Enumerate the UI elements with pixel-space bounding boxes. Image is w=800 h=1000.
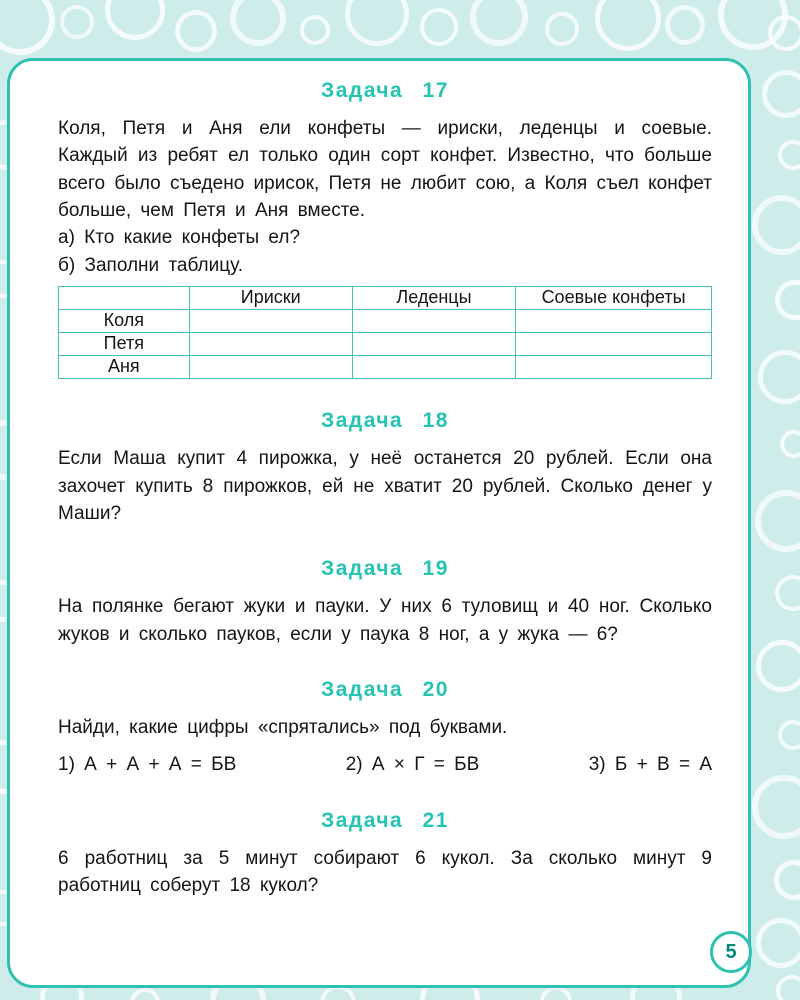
decorative-ring — [175, 10, 217, 52]
decorative-ring — [230, 0, 286, 46]
table-header-iriski: Ириски — [189, 287, 352, 310]
decorative-ring — [420, 8, 458, 46]
table-row-anya — [59, 356, 712, 379]
decorative-ring — [545, 12, 579, 46]
row-label: Аня — [59, 356, 190, 379]
task-21-text: 6 работниц за 5 минут собирают 6 кукол. За сколько минут 9 работниц соберут 18 кукол? — [58, 847, 712, 897]
task-17-subitem-a: а) Кто какие конфеты ел? — [58, 227, 301, 249]
equation-3: 3) Б + В = А — [588, 754, 712, 776]
task-19-text: На полянке бегают жуки и пауки. У них 6 туловищ и 40 ног. Сколько жуков и сколько пауков, если у паука 8 ног, а у жука — 6? — [58, 596, 712, 645]
row-label: Коля — [59, 310, 190, 333]
table-header-soevye: Соевые конфеты — [516, 287, 712, 310]
decorative-ring — [776, 975, 800, 1000]
task-18-title: Задача 18 — [321, 409, 449, 433]
decorative-ring — [780, 430, 800, 458]
decorative-ring — [300, 15, 330, 45]
equations-row — [58, 751, 712, 778]
table-blank-cell — [352, 356, 515, 379]
equation-2: 2) А × Г = БВ — [345, 754, 480, 776]
decorative-ring — [540, 986, 572, 1000]
table-blank-cell — [516, 356, 712, 379]
task-17-text: Коля, Петя и Аня ели конфеты — ириски, леденцы и соевые. Каждый из ребят ел только один сорт конфет. Известно, что больше всего было съедено ирисок, Петя не любит сою, а Коля съел конфет больше, чем Петя и Аня вместе. — [58, 118, 712, 222]
decorative-ring — [756, 640, 800, 692]
decorative-ring — [775, 280, 800, 320]
task-17-section — [58, 79, 712, 379]
task-21-title: Задача 21 — [321, 808, 449, 832]
task-20-section — [58, 678, 712, 779]
decorative-ring — [752, 775, 800, 839]
decorative-ring — [755, 490, 800, 552]
task-17-subitem-b: б) Заполни таблицу. — [58, 254, 243, 276]
task-19-title: Задача 19 — [321, 557, 449, 581]
decorative-ring — [752, 195, 800, 255]
table-blank-cell — [352, 333, 515, 356]
decorative-ring — [470, 0, 528, 46]
table-blank-cell — [352, 310, 515, 333]
decorative-ring — [775, 575, 800, 611]
table-blank-cell — [189, 333, 352, 356]
decorative-ring — [0, 0, 55, 55]
content-panel — [7, 58, 751, 988]
page-number-badge — [710, 931, 752, 973]
table-blank-cell — [516, 310, 712, 333]
task-19-section — [58, 557, 712, 648]
table-blank-cell — [516, 333, 712, 356]
decorative-ring — [756, 918, 800, 968]
table-row-petya — [59, 333, 712, 356]
answer-table — [58, 286, 712, 379]
page-number: 5 — [725, 940, 737, 963]
task-17-title: Задача 17 — [321, 79, 449, 102]
task-20-title: Задача 20 — [321, 677, 449, 701]
table-blank-cell — [189, 356, 352, 379]
decorative-ring — [778, 140, 800, 170]
table-row-kolya — [59, 310, 712, 333]
decorative-ring — [595, 0, 661, 51]
task-18-section — [58, 409, 712, 527]
decorative-ring — [665, 5, 705, 45]
decorative-ring — [762, 70, 800, 118]
equation-1: 1) А + А + А = БВ — [58, 754, 237, 776]
decorative-ring — [778, 720, 800, 750]
task-18-text: Если Маша купит 4 пирожка, у неё останется 20 рублей. Если она захочет купить 8 пирожков, ей не хватит 20 рублей. Сколько денег у Маши? — [58, 448, 712, 524]
decorative-ring — [758, 350, 800, 404]
table-header-empty — [59, 287, 190, 310]
decorative-ring — [60, 5, 94, 39]
decorative-ring — [768, 15, 800, 51]
task-21-section — [58, 809, 712, 900]
row-label: Петя — [59, 333, 190, 356]
decorative-ring — [105, 0, 165, 40]
table-blank-cell — [189, 310, 352, 333]
task-20-text: Найди, какие цифры «спрятались» под буквами. — [58, 716, 508, 738]
table-header-row — [59, 287, 712, 310]
decorative-ring — [130, 988, 160, 1000]
decorative-ring — [345, 0, 409, 46]
decorative-ring — [774, 860, 800, 900]
table-header-ledentsy: Леденцы — [352, 287, 515, 310]
